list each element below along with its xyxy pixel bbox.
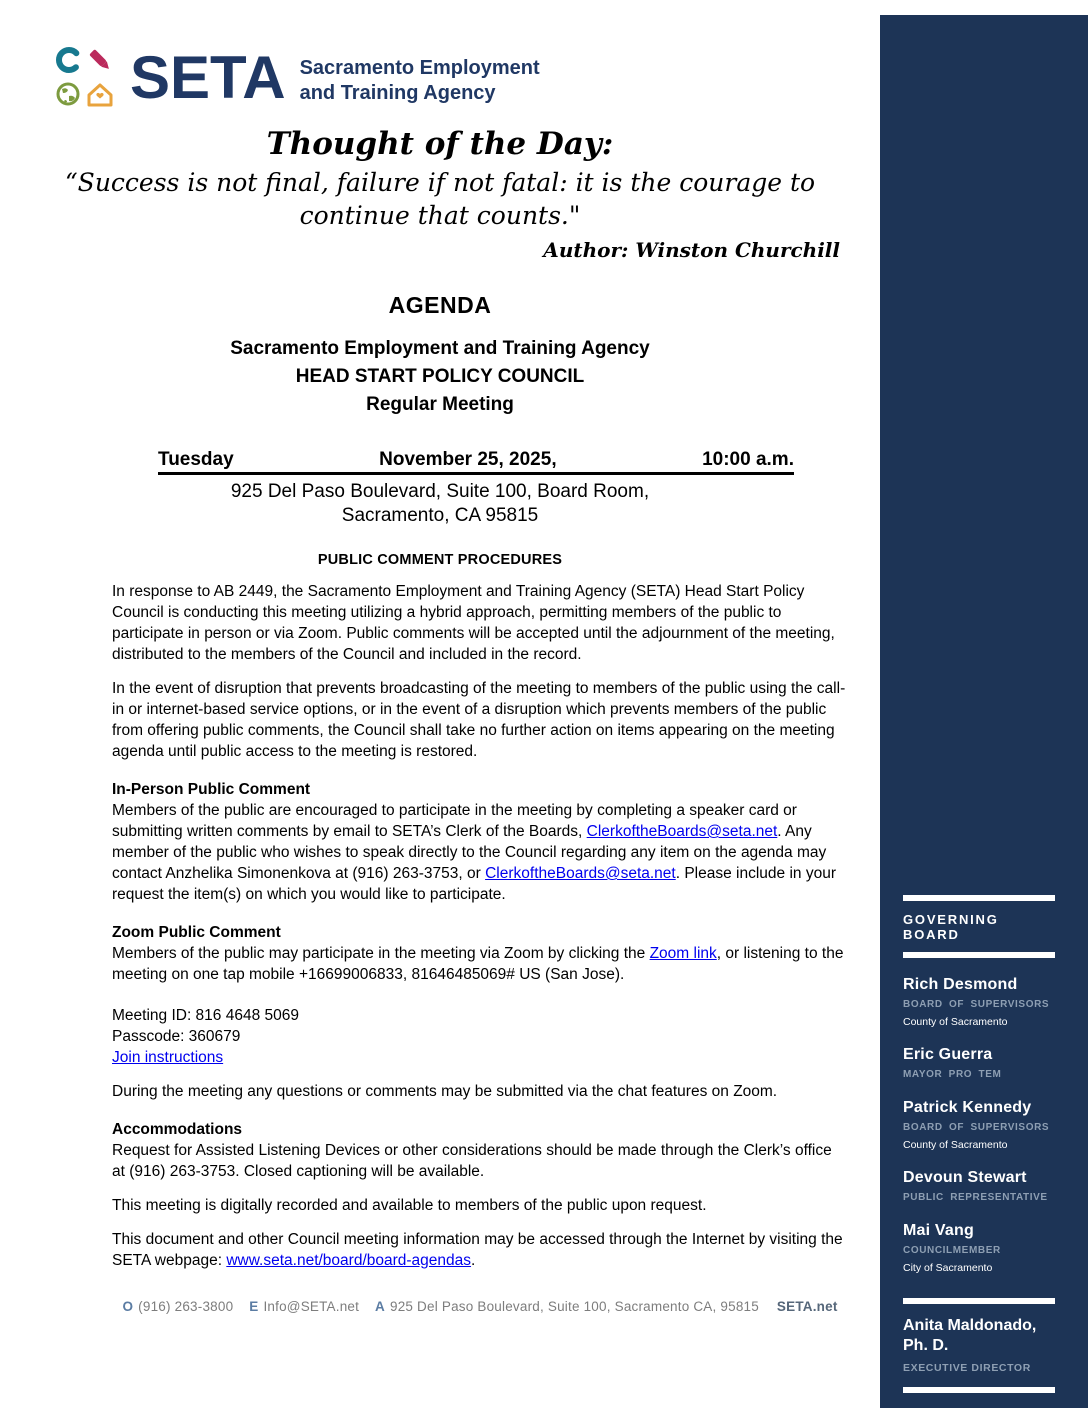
phone-label: O [122,1299,134,1314]
meeting-id: Meeting ID: 816 4648 5069 [112,1007,299,1024]
meeting-address [0,480,880,528]
member-org: County of Sacramento [903,1139,1008,1151]
meeting-date: November 25, 2025, [379,449,557,470]
divider-bar [903,952,1055,958]
thought-quote-line1: “Success is not final, failure if not fatal: it is the courage to [64,168,816,197]
ring-icon [59,50,79,70]
web-note [112,1229,848,1271]
logo-icon-cluster [54,46,116,110]
zoom-paragraph [112,943,848,985]
logo-tagline [300,50,540,106]
zoom-text-1: Members of the public may participate in the meeting via Zoom by clicking the [112,945,650,962]
agenda-title: AGENDA [388,292,492,318]
member-role: COUNCILMEMBER [903,1245,1001,1256]
in-person-heading: In-Person Public Comment [112,781,311,798]
thought-quote-line2: continue that counts." [299,201,581,230]
executive-director-role: EXECUTIVE DIRECTOR [903,1362,1031,1374]
meeting-address-line1: 925 Del Paso Boulevard, Suite 100, Board Room, [230,481,650,502]
board-member [903,975,1063,1028]
logo-seta-text: SETA [130,44,286,111]
logo-tagline-line2: and Training Agency [299,82,496,104]
globe-icon [58,84,78,104]
clerk-email-link-1[interactable]: ClerkoftheBoards@seta.net [586,823,778,840]
member-org: County of Sacramento [903,1016,1008,1028]
in-person-text-1: Members of the public are encouraged to participate in the meeting by completing a speaker card or submitting written comments by email to SETA’s Clerk of the Boards, [112,802,797,840]
footer-site: SETA.net [776,1299,838,1314]
join-instructions-link[interactable]: Join instructions [112,1049,224,1066]
board-member [903,1098,1063,1151]
accommodations-heading: Accommodations [112,1121,243,1138]
address-label: A [375,1299,385,1314]
zoom-comment-heading: Zoom Public Comment [112,924,281,941]
member-name: Mai Vang [903,1222,974,1239]
street-address: 925 Del Paso Boulevard, Suite 100, Sacramento CA, 95815 [389,1299,759,1314]
member-name: Patrick Kennedy [903,1099,1032,1116]
member-role: BOARD OF SUPERVISORS [903,999,1050,1010]
thought-heading: Thought of the Day: [266,126,614,162]
executive-director-name: Anita Maldonado, Ph. D. [903,1317,1037,1354]
recorded-note: This meeting is digitally recorded and available to members of the public upon request. [112,1197,707,1214]
governing-board-panel [903,895,1063,1393]
pencil-icon [89,49,112,72]
meeting-day: Tuesday [158,449,234,470]
agenda-meeting-type: Regular Meeting [366,394,514,415]
divider-bar [903,1298,1055,1304]
email-label: E [249,1299,259,1314]
member-role: PUBLIC REPRESENTATIVE [903,1192,1048,1203]
public-comment-heading: PUBLIC COMMENT PROCEDURES [317,552,563,568]
email-address: Info@SETA.net [263,1299,360,1314]
passcode: Passcode: 360679 [112,1028,241,1045]
member-name: Devoun Stewart [903,1169,1027,1186]
divider-bar [903,1387,1055,1393]
meeting-date-row [158,449,794,475]
logo-tagline-line1: Sacramento Employment [299,57,540,79]
chat-note: During the meeting any questions or comments may be submitted via the chat features on Zoom. [112,1083,778,1100]
agenda-org: Sacramento Employment and Training Agency [230,338,650,359]
zoom-text-2: , or listening to the meeting on one tap mobile +16699006833, 81646485069# US (San Jose). [112,945,844,983]
paragraph-disruption: In the event of disruption that prevents broadcasting of the meeting to members of the public using the call-in or internet-based service options, or in the event of a disruption which prevents members of the public from offering public comments, the Council shall take no further action on items appearing on the meeting agenda until public access to the meeting is restored. [112,680,846,760]
meeting-address-line2: Sacramento, CA 95815 [341,505,539,526]
board-member [903,1221,1063,1274]
member-org: City of Sacramento [903,1262,993,1274]
in-person-text-2: . Any member of the public who wishes to speak directly to the Council regarding any item on the agenda may contact Anzhelika Simonenkova at (916) 263-3753, or [112,823,827,882]
member-name: Rich Desmond [903,976,1018,993]
paragraph-ab2449: In response to AB 2449, the Sacramento Employment and Training Agency (SETA) Head Start Policy Council is conducting this meeting utilizing a hybrid approach, permitting members of the public to participate in person or via Zoom. Public comments will be accepted until the adjournment of the meeting, distributed to the members of the Council and included in the record. [112,583,835,663]
board-member [903,1168,1063,1204]
in-person-paragraph [112,800,848,905]
phone-number: (916) 263-3800 [138,1299,234,1314]
web-note-text: This document and other Council meeting information may be accessed through the Internet by visiting the SETA webpage: [112,1231,843,1269]
footer-contact-bar [112,1299,848,1314]
member-role: MAYOR PRO TEM [903,1069,1002,1080]
agenda-council: HEAD START POLICY COUNCIL [295,366,585,387]
governing-board-heading: GOVERNING BOARD [903,912,999,942]
seta-logo [54,46,880,110]
web-note-period: . [471,1252,476,1269]
thought-quote [0,166,880,232]
house-icon [89,85,111,105]
governing-board-sidebar [880,15,1088,1408]
in-person-text-3: . Please include in your request the item(s) on which you would like to participate. [112,865,836,903]
meeting-time: 10:00 a.m. [702,449,794,470]
member-name: Eric Guerra [903,1046,993,1063]
divider-bar [903,895,1055,901]
thought-author: Author: Winston Churchill [543,238,840,262]
accommodations-text: Request for Assisted Listening Devices or other considerations should be made through the Clerk’s office at (916) 263-3753. Closed captioning will be available. [112,1142,832,1180]
member-role: BOARD OF SUPERVISORS [903,1122,1050,1133]
agenda-subtitle [0,335,880,419]
board-member [903,1045,1063,1081]
zoom-link[interactable]: Zoom link [649,945,717,962]
board-agendas-link[interactable]: www.seta.net/board/board-agendas [226,1252,472,1269]
clerk-email-link-2[interactable]: ClerkoftheBoards@seta.net [485,865,676,882]
